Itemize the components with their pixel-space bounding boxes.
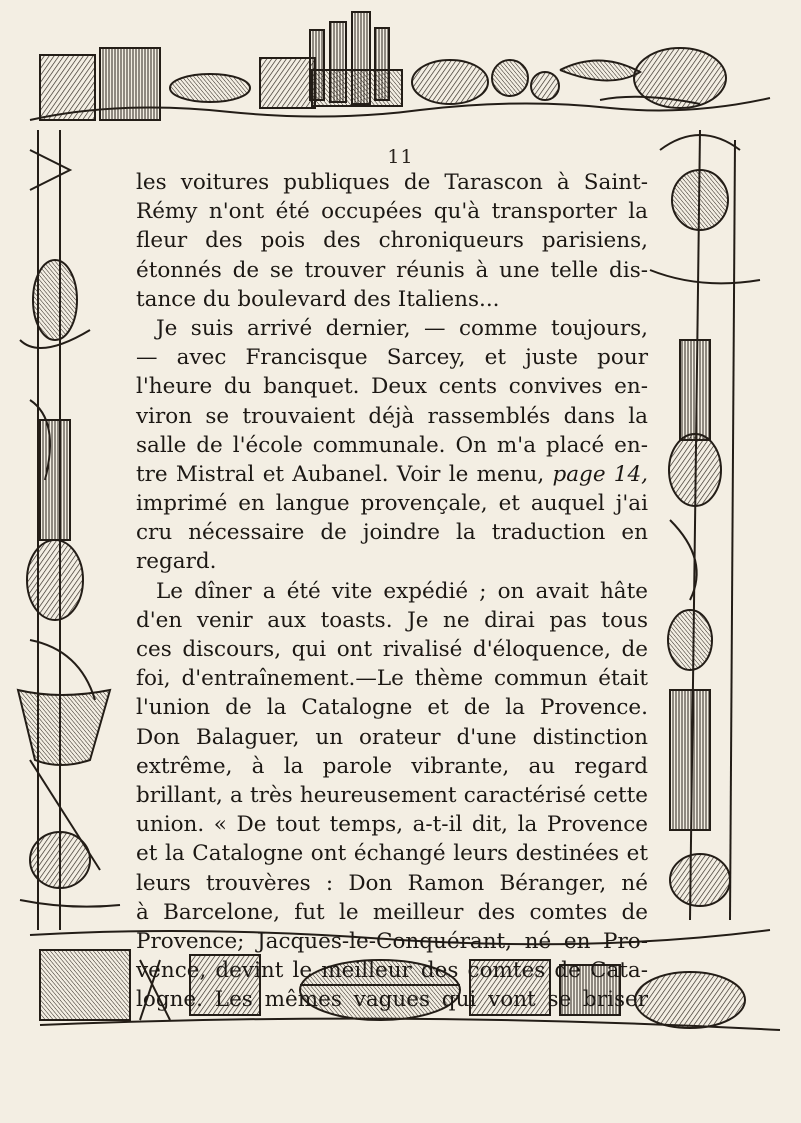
text-line: logne. Les mêmes vagues qui vont se briser: [136, 987, 648, 1013]
text-line: union. « De tout temps, a-t-il dit, la Provence: [136, 812, 648, 838]
body-text: [136, 168, 648, 1014]
left-frieze: [18, 130, 120, 930]
text-line-start: tre Mistral et Aubanel. Voir le menu,: [136, 461, 545, 487]
text-line: tance du boulevard des Italiens...: [136, 286, 500, 312]
text-line: étonnés de se trouver réunis à une telle dis-: [136, 257, 648, 283]
text-line: Le dîner a été vite expédié ; on avait hâte: [156, 578, 648, 604]
text-line: salle de l'école communale. On m'a placé en-: [136, 432, 648, 458]
text-line: ces discours, qui ont rivalisé d'éloquence, de: [136, 637, 648, 662]
text-line: les voitures publiques de Tarascon à Saint-: [136, 170, 648, 195]
text-line: foi, d'entraînement.—Le thème commun était: [136, 666, 648, 692]
text-line: l'heure du banquet. Deux cents convives en-: [136, 374, 648, 400]
text-line: cru nécessaire de joindre la traduction en: [136, 520, 648, 546]
text-line: et la Catalogne ont échangé leurs destinées et: [136, 841, 648, 867]
text-line: brillant, a très heureusement caractérisé cette: [136, 782, 648, 808]
text-line: Don Balaguer, un orateur d'une distinction: [136, 724, 648, 750]
text-line: regard.: [136, 549, 217, 575]
text-line: fleur des pois des chroniqueurs parisiens,: [136, 228, 648, 254]
text-line: viron se trouvaient déjà rassemblés dans la: [136, 403, 648, 429]
text-line: leurs trouvères : Don Ramon Béranger, né: [136, 870, 648, 896]
text-line: imprimé en langue provençale, et auquel j'ai: [136, 491, 648, 517]
text-line: d'en venir aux toasts. Je ne dirai pas tous: [136, 607, 648, 633]
top-frieze: [30, 12, 770, 120]
text-line: Rémy n'ont été occupées qu'à transporter la: [136, 199, 648, 225]
right-frieze: [650, 130, 760, 920]
text-line: — avec Francisque Sarcey, et juste pour: [136, 345, 648, 371]
text-line-with-reference: [136, 460, 648, 489]
text-line: vence, devint le meilleur des comtes de Cata-: [136, 958, 648, 984]
menu-page-reference: page 14,: [552, 461, 648, 487]
text-line: Je suis arrivé dernier, — comme toujours,: [156, 315, 648, 341]
text-line: à Barcelone, fut le meilleur des comtes de: [136, 899, 648, 925]
text-line: extrême, à la parole vibrante, au regard: [136, 753, 648, 779]
text-line: l'union de la Catalogne et de la Provence.: [136, 695, 648, 721]
text-line: Provence; Jacques-le-Conquérant, né en Pro-: [136, 928, 648, 954]
page-number: 11: [387, 146, 414, 168]
